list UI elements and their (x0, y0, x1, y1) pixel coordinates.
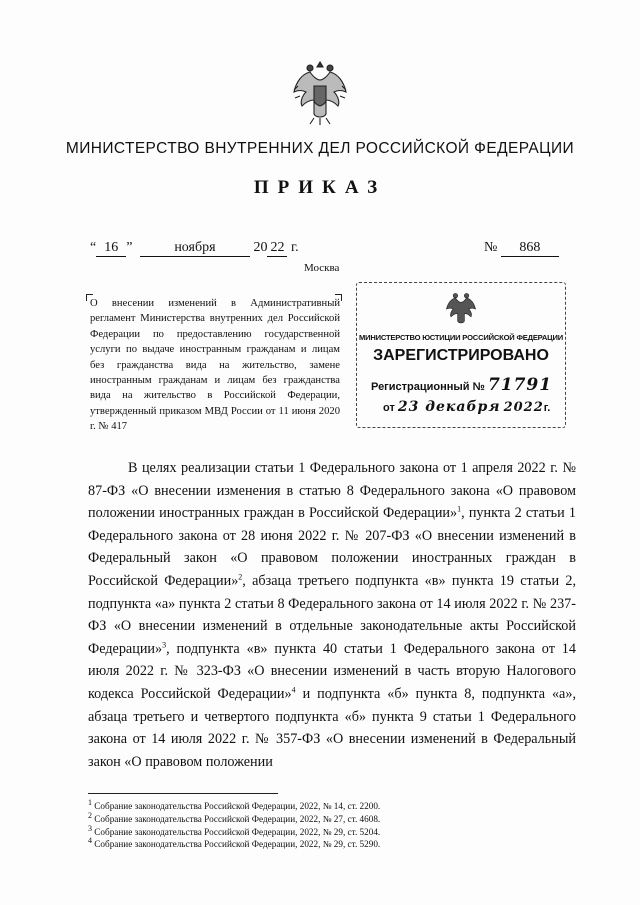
date-year: 22 (267, 240, 287, 257)
city: Москва (304, 262, 340, 274)
stamp-ministry: МИНИСТЕРСТВО ЮСТИЦИИ РОССИЙСКОЙ ФЕДЕРАЦИИ (358, 333, 564, 342)
number-sign: № (484, 240, 498, 255)
stamp-reg-line (371, 375, 552, 395)
stamp-year: 2022 (503, 400, 544, 415)
footnote-text: Собрание законодательства Российской Федерации, 2022, № 14, ст. 2200. (94, 801, 381, 811)
date-month: ноября (140, 240, 250, 257)
body-text-segment: , абзаца третьего подпункта «в» пункта 19 статьи 2, подпункта «а» пункта 2 статьи 8 Федерального закона от 14 июля 2022 г. № 237-ФЗ «О внесении изменений в отдельные законодательные акты Российской Федерации» (88, 572, 577, 657)
order-subject: О внесении изменений в Административный регламент Министерства внутренних дел Российской Федерации по предоставлению государственной услуги по выдаче иностранным гражданам и лицам без гражданства вида на жительство, замене иностранным гражданам и лицам без гражданства вида на жительство в Российской Федерации, утвержденный приказом МВД России от 11 июня 2020 г. № 417 (90, 298, 340, 433)
ministry-name: МИНИСТЕРСТВО ВНУТРЕННИХ ДЕЛ РОССИЙСКОЙ ФЕДЕРАЦИИ (65, 140, 575, 157)
date-year-unit: г. (290, 240, 299, 255)
coat-of-arms-icon (443, 289, 479, 329)
footnote-ref: 1 (457, 504, 462, 514)
footnote (88, 823, 381, 839)
coat-of-arms-icon (288, 56, 352, 128)
body-paragraph (88, 457, 576, 773)
date-year-prefix: 20 (253, 240, 268, 255)
body-text-segment: и подпункта «б» пункта 8, подпункта «а», абзаца третьего и четвертого подпункта «б» пункта 9 статьи 1 Федерального закона от 14 июля 2022 г. № 357-ФЗ «О внесении изменений в Федеральный закон «О правовом положении (88, 685, 576, 770)
body-text-segment: , пункта 2 статьи 1 Федерального закона от 28 июня 2022 г. № 207-ФЗ «О внесении изменений в Федеральный закон «О правовом положении иностранных граждан в Российской Федерации» (88, 505, 576, 589)
footnote-text: Собрание законодательства Российской Федерации, 2022, № 29, ст. 5290. (94, 839, 381, 850)
footnote-number: 3 (88, 823, 92, 833)
stamp-year-unit: г. (543, 402, 551, 414)
footnote-text: Собрание законодательства Российской Федерации, 2022, № 27, ст. 4608. (94, 813, 381, 824)
body-text-segment: В целях реализации статьи 1 Федерального закона от 1 апреля 2022 г. № 87-ФЗ «О внесении изменения в статью 8 Федерального закона «О правовом положении иностранных граждан в Российской Федерации» (88, 460, 576, 522)
order-number (484, 240, 559, 257)
registration-stamp (356, 282, 566, 428)
footnote-text: Собрание законодательства Российской Федерации, 2022, № 29, ст. 5204. (94, 826, 381, 837)
footnote (88, 838, 380, 851)
order-number-value: 868 (501, 240, 559, 257)
stamp-reg-label: Регистрационный № (371, 381, 485, 393)
order-title: ПРИКАЗ (253, 177, 387, 198)
footnote-number: 4 (88, 836, 92, 846)
stamp-reg-number: 71791 (487, 375, 553, 395)
stamp-date: 23 декабря (397, 399, 501, 415)
footnote-ref: 2 (238, 572, 243, 582)
stamp-date-line (383, 399, 550, 415)
footnote (88, 797, 381, 813)
footnote-number: 1 (88, 797, 92, 807)
footnote-ref: 3 (162, 640, 167, 650)
footnote-ref: 4 (291, 685, 296, 695)
quote-open: “ (90, 240, 97, 255)
order-body (88, 457, 576, 773)
body-text-segment: , подпункта «в» пункта 40 статьи 1 Федерального закона от 14 июля 2022 г. № 323-ФЗ «О внесении изменений в часть вторую Налогового кодекса Российской Федерации» (88, 640, 576, 702)
stamp-date-prefix: от (383, 402, 395, 414)
quote-close: ” (126, 240, 133, 255)
order-date (90, 240, 299, 257)
date-day: 16 (96, 240, 126, 257)
footnote-number: 2 (88, 810, 92, 820)
stamp-registered: ЗАРЕГИСТРИРОВАНО (373, 347, 549, 364)
footnote-divider (88, 793, 278, 794)
footnote (88, 810, 381, 826)
footnotes (88, 797, 381, 851)
